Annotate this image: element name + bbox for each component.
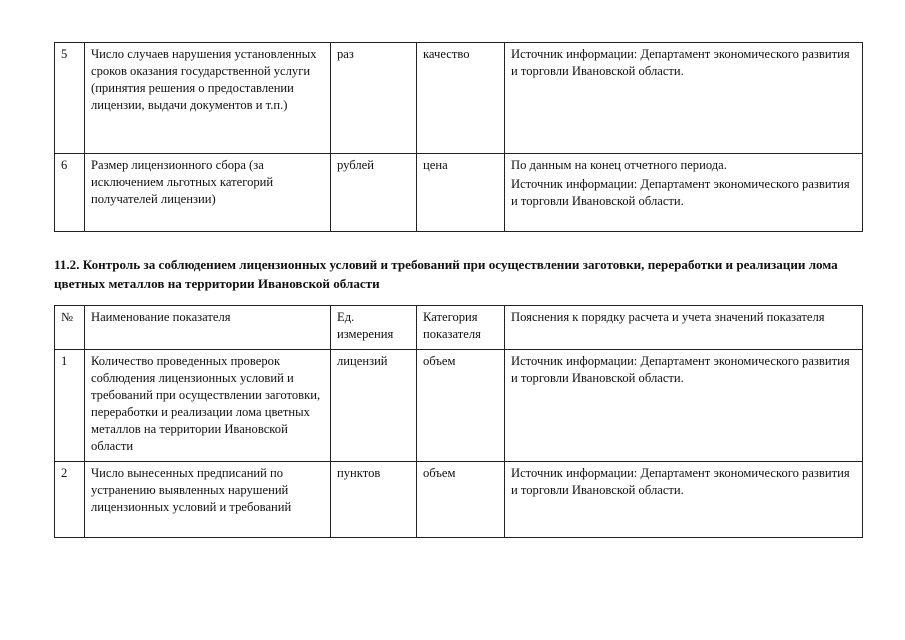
header-unit: Ед. измерения [331, 306, 417, 350]
table-row [55, 43, 863, 154]
explanation-paragraph: Источник информации: Департамент экономического развития и торговли Ивановской области. [511, 47, 850, 78]
unit-of-measure: рублей [331, 154, 417, 232]
indicators-table-top [54, 42, 863, 232]
indicator-name: Число случаев нарушения установленных сроков оказания государственной услуги (принятия решения о предоставлении лицензии, выдачи документов и т.п.) [85, 43, 331, 154]
table-header-row [55, 306, 863, 350]
header-number: № [55, 306, 85, 350]
indicator-category: объем [417, 350, 505, 462]
unit-of-measure: раз [331, 43, 417, 154]
indicator-category: качество [417, 43, 505, 154]
calculation-explanation [505, 43, 863, 154]
header-explanation: Пояснения к порядку расчета и учета значений показателя [505, 306, 863, 350]
indicator-name: Число вынесенных предписаний по устранению выявленных нарушений лицензионных условий и требований [85, 462, 331, 538]
calculation-explanation [505, 154, 863, 232]
table-row [55, 350, 863, 462]
unit-of-measure: пунктов [331, 462, 417, 538]
calculation-explanation: Источник информации: Департамент экономического развития и торговли Ивановской области. [505, 350, 863, 462]
indicator-category: объем [417, 462, 505, 538]
indicator-name: Количество проведенных проверок соблюдения лицензионных условий и требований при осуществлении заготовки, переработки и реализации лома цветных металлов на территории Ивановской области [85, 350, 331, 462]
indicator-name: Размер лицензионного сбора (за исключением льготных категорий получателей лицензии) [85, 154, 331, 232]
indicators-table-bottom [54, 305, 863, 538]
explanation-paragraph: По данным на конец отчетного периода. [511, 158, 727, 172]
table-row [55, 154, 863, 232]
section-heading: 11.2. Контроль за соблюдением лицензионных условий и требований при осуществлении заготовки, переработки и реализации лома цветных металлов на территории Ивановской области [54, 257, 838, 291]
unit-of-measure: лицензий [331, 350, 417, 462]
row-number: 5 [55, 43, 85, 154]
row-number: 6 [55, 154, 85, 232]
row-number: 2 [55, 462, 85, 538]
header-category: Категория показателя [417, 306, 505, 350]
calculation-explanation: Источник информации: Департамент экономического развития и торговли Ивановской области. [505, 462, 863, 538]
explanation-paragraph: Источник информации: Департамент экономического развития и торговли Ивановской области. [511, 177, 850, 208]
row-number: 1 [55, 350, 85, 462]
indicator-category: цена [417, 154, 505, 232]
table-row [55, 462, 863, 538]
header-name: Наименование показателя [85, 306, 331, 350]
